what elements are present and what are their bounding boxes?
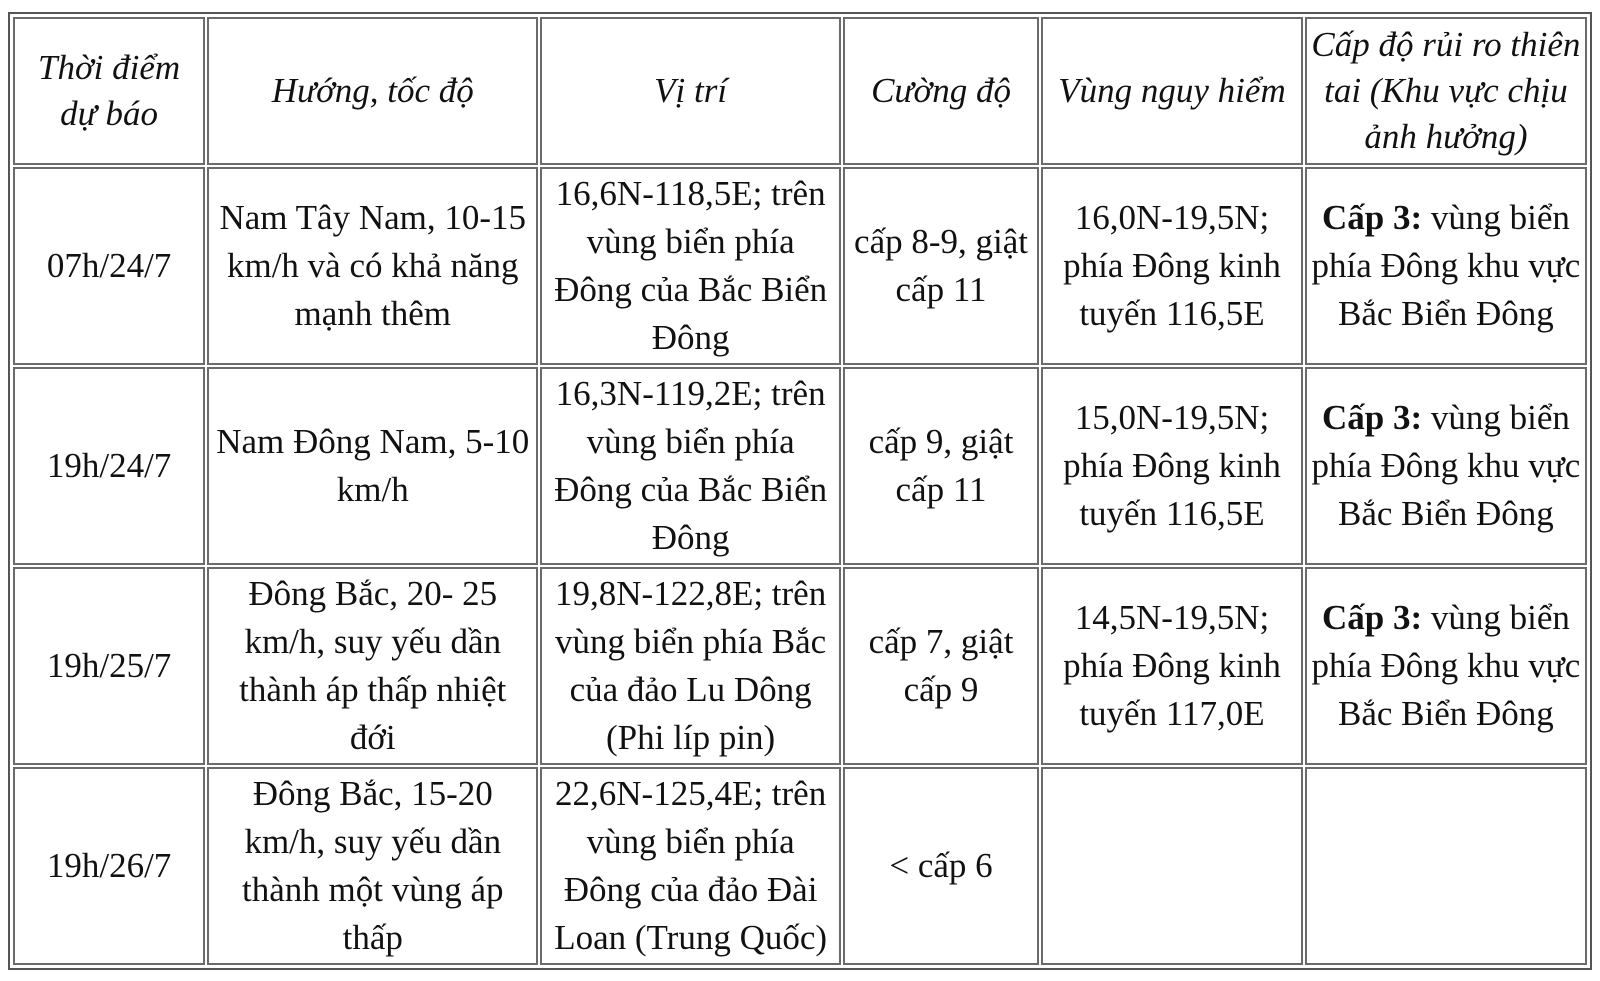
cell-position: 22,6N-125,4E; trên vùng biển phía Đông của đảo Đài Loan (Trung Quốc) — [540, 767, 841, 965]
risk-area-text: vùng biển phía Đông khu vực Bắc Biển Đông — [1311, 397, 1581, 533]
header-time: Thời điểm dự báo — [13, 17, 205, 165]
cell-time: 19h/24/7 — [13, 367, 205, 565]
cell-intensity: cấp 7, giật cấp 9 — [843, 567, 1039, 765]
table-row — [13, 167, 1587, 365]
table-row — [13, 767, 1587, 965]
cell-risk — [1305, 367, 1587, 565]
cell-intensity: < cấp 6 — [843, 767, 1039, 965]
cell-time: 07h/24/7 — [13, 167, 205, 365]
header-risk-level: Cấp độ rủi ro thiên tai (Khu vực chịu ảnh hưởng) — [1305, 17, 1587, 165]
risk-area-text: vùng biển phía Đông khu vực Bắc Biển Đông — [1311, 197, 1581, 333]
storm-forecast-table — [11, 15, 1589, 967]
cell-position: 19,8N-122,8E; trên vùng biển phía Bắc của đảo Lu Dông (Phi líp pin) — [540, 567, 841, 765]
cell-risk — [1305, 767, 1587, 965]
header-position: Vị trí — [540, 17, 841, 165]
table-row — [13, 367, 1587, 565]
cell-direction: Nam Tây Nam, 10-15 km/h và có khả năng mạnh thêm — [207, 167, 538, 365]
cell-intensity: cấp 9, giật cấp 11 — [843, 367, 1039, 565]
header-intensity: Cường độ — [843, 17, 1039, 165]
header-danger-zone: Vùng nguy hiểm — [1041, 17, 1303, 165]
cell-danger-zone — [1041, 767, 1303, 965]
cell-time: 19h/26/7 — [13, 767, 205, 965]
table-row — [13, 567, 1587, 765]
risk-area-text: vùng biển phía Đông khu vực Bắc Biển Đông — [1311, 597, 1581, 733]
cell-direction: Nam Đông Nam, 5-10 km/h — [207, 367, 538, 565]
risk-level-label: Cấp 3: — [1321, 397, 1423, 437]
cell-risk — [1305, 167, 1587, 365]
table-header-row — [13, 17, 1587, 165]
cell-position: 16,3N-119,2E; trên vùng biển phía Đông của Bắc Biển Đông — [540, 367, 841, 565]
cell-intensity: cấp 8-9, giật cấp 11 — [843, 167, 1039, 365]
cell-danger-zone: 16,0N-19,5N; phía Đông kinh tuyến 116,5E — [1041, 167, 1303, 365]
cell-position: 16,6N-118,5E; trên vùng biển phía Đông của Bắc Biển Đông — [540, 167, 841, 365]
cell-danger-zone: 14,5N-19,5N; phía Đông kinh tuyến 117,0E — [1041, 567, 1303, 765]
cell-risk — [1305, 567, 1587, 765]
cell-direction: Đông Bắc, 15-20 km/h, suy yếu dần thành một vùng áp thấp — [207, 767, 538, 965]
risk-level-label: Cấp 3: — [1321, 197, 1423, 237]
header-direction: Hướng, tốc độ — [207, 17, 538, 165]
forecast-table-frame — [8, 12, 1592, 970]
cell-time: 19h/25/7 — [13, 567, 205, 765]
cell-danger-zone: 15,0N-19,5N; phía Đông kinh tuyến 116,5E — [1041, 367, 1303, 565]
cell-direction: Đông Bắc, 20- 25 km/h, suy yếu dần thành áp thấp nhiệt đới — [207, 567, 538, 765]
risk-level-label: Cấp 3: — [1321, 597, 1423, 637]
